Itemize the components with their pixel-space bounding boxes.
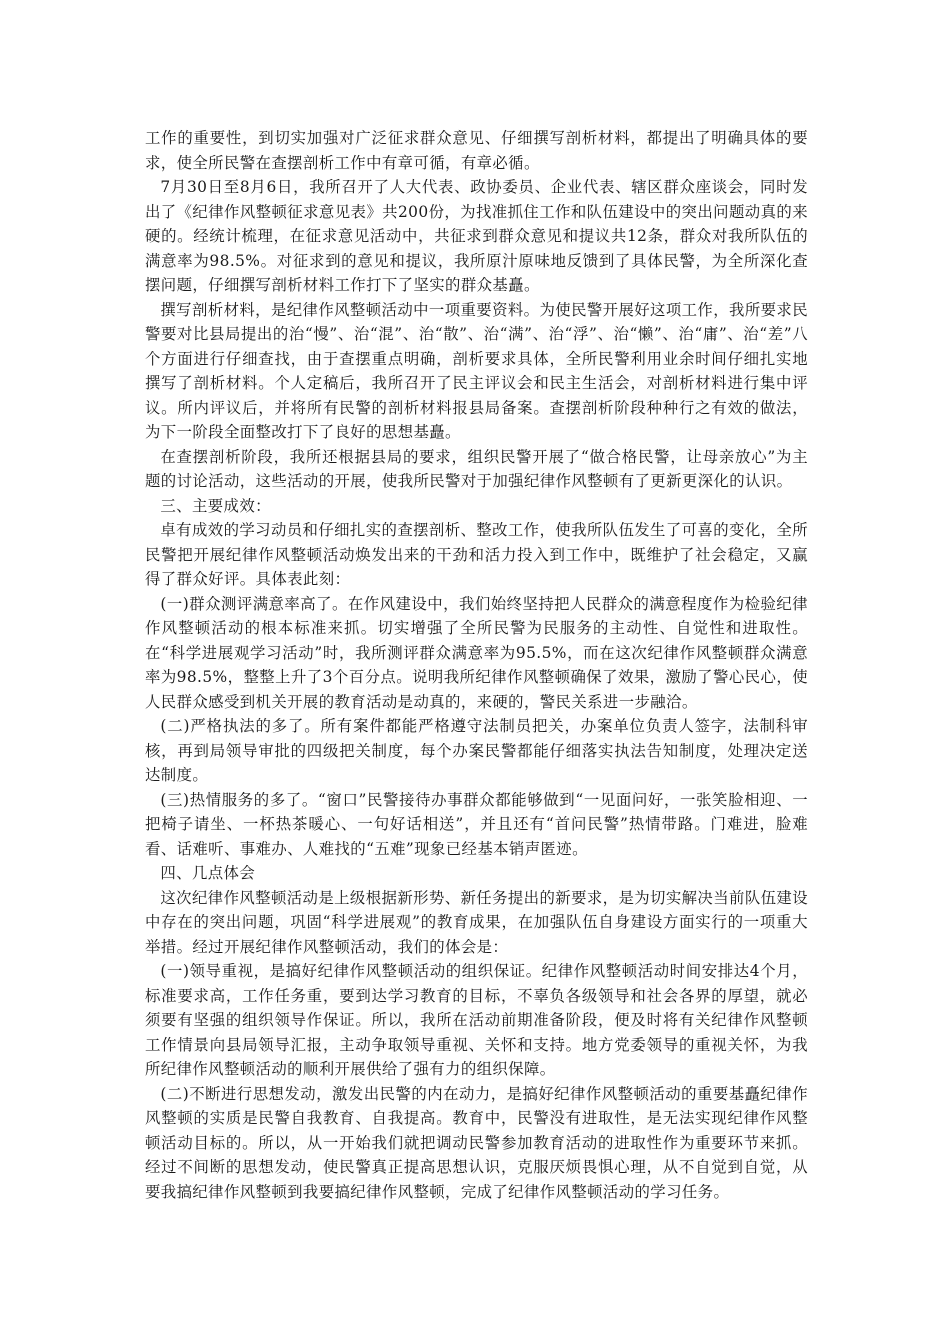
paragraph-8: (二)严格执法的多了。所有案件都能严格遵守法制员把关，办案单位负责人签字，法制科审核，再到局领导审批的四级把关制度，每个办案民警都能仔细落实执法告知制度，处理决定送达制度。 <box>145 717 808 784</box>
paragraph-6: 卓有成效的学习动员和仔细扎实的查摆剖析、整改工作，使我所队伍发生了可喜的变化，全所民警把开展纪律作风整顿活动焕发出来的干劲和活力投入到工作中，既维护了社会稳定，又赢得了群众好评。具体表此刻： <box>145 521 808 588</box>
paragraph-2: 7月30日至8月6日，我所召开了人大代表、政协委员、企业代表、辖区群众座谈会，同时发出了《纪律作风整顿征求意见表》共200份，为找准抓住工作和队伍建设中的突出问题动真的来硬的。经统计梳理，在征求意见活动中，共征求到群众意见和提议共12条，群众对我所队伍的满意率为98.5%。对征求到的意见和提议，我所原汁原味地反馈到了具体民警，为全所深化查摆问题，仔细撰写剖析材料工作打下了坚实的群众基矗。 <box>145 178 808 294</box>
paragraph-7: (一)群众测评满意率高了。在作风建设中，我们始终坚持把人民群众的满意程度作为检验纪律作风整顿活动的根本标准来抓。切实增强了全所民警为民服务的主动性、自觉性和进取性。在“科学进展观学习活动”时，我所测评群众满意率为95.5%，而在这次纪律作风整顿群众满意率为98.5%，整整上升了3个百分点。说明我所纪律作风整顿确保了效果，激励了警心民心，使人民群众感受到机关开展的教育活动是动真的，来硬的，警民关系进一步融洽。 <box>145 594 808 711</box>
section-heading-4: 四、几点体会 <box>160 864 256 882</box>
paragraph-3: 撰写剖析材料，是纪律作风整顿活动中一项重要资料。为使民警开展好这项工作，我所要求民警要对比县局提出的治“慢”、治“混”、治“散”、治“满”、治“浮”、治“懒”、治“庸”、治“差”八个方面进行仔细查找，由于查摆重点明确，剖析要求具体，全所民警利用业余时间仔细扎实地撰写了剖析材料。个人定稿后，我所召开了民主评议会和民主生活会，对剖析材料进行集中评议。所内评议后，并将所有民警的剖析材料报县局备案。查摆剖析阶段种种行之有效的做法，为下一阶段全面整改打下了良好的思想基矗。 <box>145 300 808 441</box>
section-heading-3: 三、主要成效： <box>160 496 271 515</box>
paragraph-4: 在查摆剖析阶段，我所还根据县局的要求，组织民警开展了“做合格民警，让母亲放心”为主题的讨论活动，这些活动的开展，使我所民警对于加强纪律作风整顿有了更新更深化的认识。 <box>145 447 808 490</box>
paragraph-13: (二)不断进行思想发动，激发出民警的内在动力，是搞好纪律作风整顿活动的重要基矗纪律作风整顿的实质是民警自我教育、自我提高。教育中，民警没有进取性，是无法实现纪律作风整顿活动目标的。所以，从一开始我们就把调动民警参加教育活动的进取性作为重要环节来抓。经过不间断的思想发动，使民警真正提高思想认识，克服厌烦畏惧心理，从不自觉到自觉，从要我搞纪律作风整顿到我要搞纪律作风整顿，完成了纪律作风整顿活动的学习任务。 <box>145 1084 808 1201</box>
paragraph-11: 这次纪律作风整顿活动是上级根据新形势、新任务提出的新要求，是为切实解决当前队伍建设中存在的突出问题，巩固“科学进展观”的教育成果，在加强队伍自身建设方面实行的一项重大举措。经过开展纪律作风整顿活动，我们的体会是： <box>145 888 808 956</box>
paragraph-1: 工作的重要性，到切实加强对广泛征求群众意见、仔细撰写剖析材料，都提出了明确具体的要求，使全所民警在查摆剖析工作中有章可循，有章必循。 <box>145 129 808 172</box>
document-body <box>145 126 808 1204</box>
paragraph-12: (一)领导重视，是搞好纪律作风整顿活动的组织保证。纪律作风整顿活动时间安排达4个月，标准要求高，工作任务重，要到达学习教育的目标，不辜负各级领导和社会各界的厚望，就必须要有坚强的组织领导作保证。所以，我所在活动前期准备阶段，便及时将有关纪律作风整顿工作情景向县局领导汇报，主动争取领导重视、关怀和支持。地方党委领导的重视关怀，为我所纪律作风整顿活动的顺利开展供给了强有力的组织保障。 <box>145 962 808 1078</box>
paragraph-9: (三)热情服务的多了。“窗口”民警接待办事群众都能够做到“一见面问好，一张笑脸相迎、一把椅子请坐、一杯热茶暖心、一句好话相送”，并且还有“首问民警”热情带路。门难进，脸难看、话难听、事难办、人难找的“五难”现象已经基本销声匿迹。 <box>145 790 808 858</box>
